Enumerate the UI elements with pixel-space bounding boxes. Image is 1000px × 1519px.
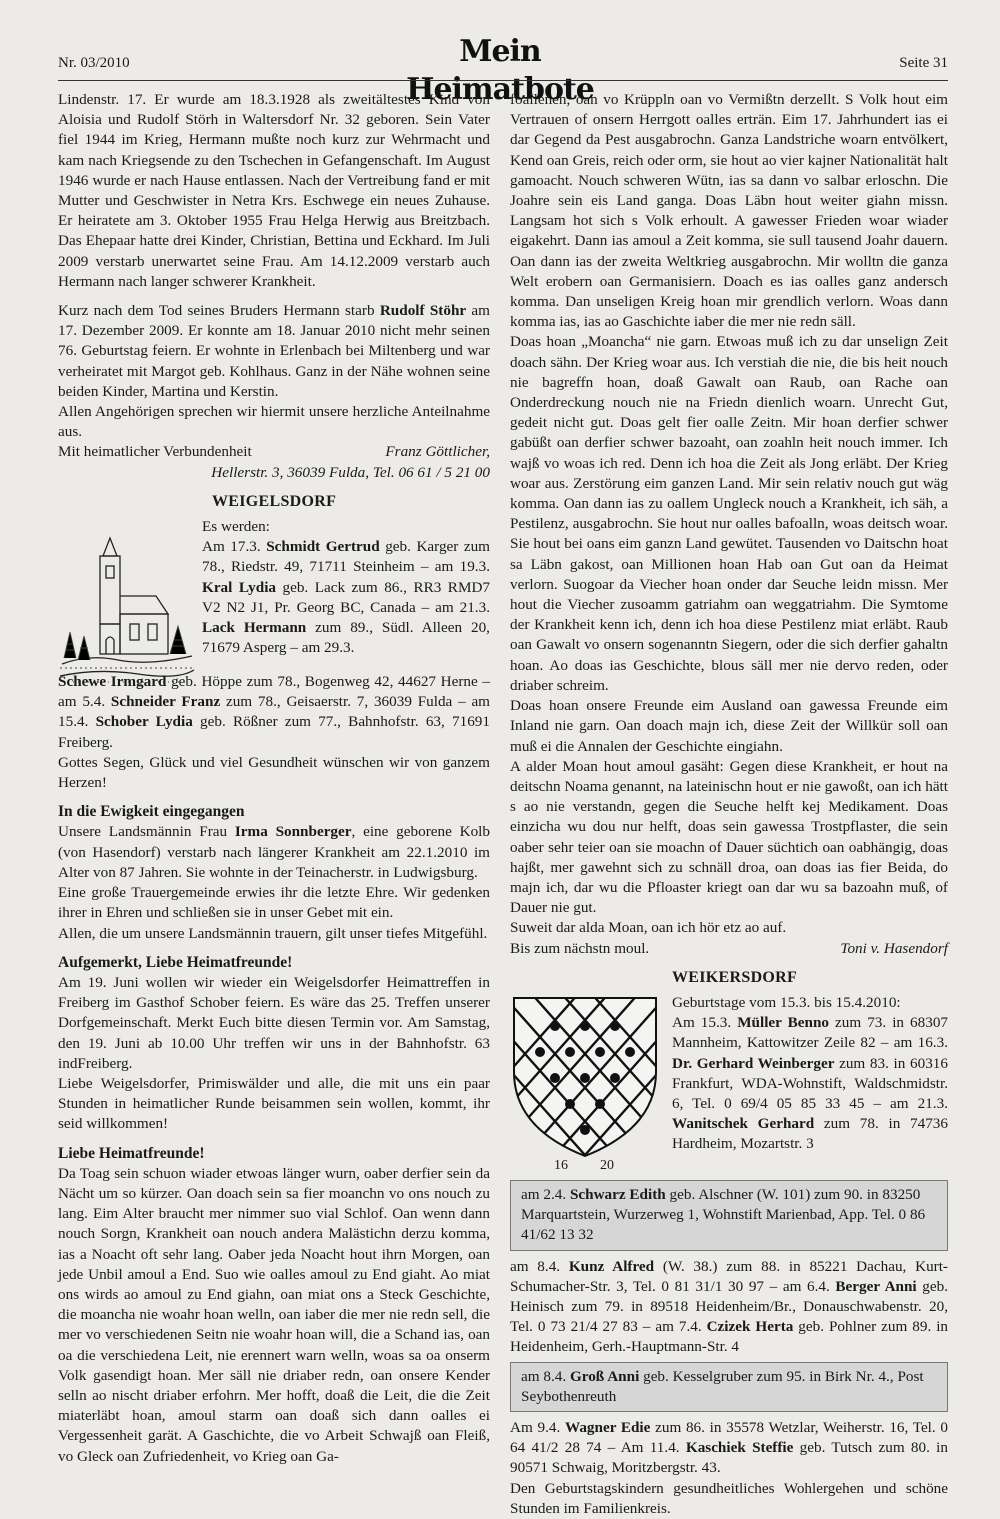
blessing-text: Gottes Segen, Glück und viel Gesundheit wünschen wir von ganzem Herzen! [58, 753, 490, 792]
right-column: foallenen, oan vo Krüppln oan vo Vermißtn derzellt. S Volk hout eim Vertrauen of onsern Herrgott oalles erträn. Eim 17. Jahrhundert ias ei dar Gegend da Pest ausgabrochn. Ganza Landstriche woarn entvölkert, Kend oan Greis, reich oder orm, sie hout ao vier kajner Nationalität halt gamoacht. Nouch schweren Wütn, ias sa dann vo salbar erloschn. Die Joahre sein eis Land ganga. Doas Läbn hout weiter giahn missn. Langsam hot sich s Volk erhoult. A gawesser Frieden woar wiader eigakehrt. Dann ias amoul a Zeit komma, sie sull tausend Joahr dauern. Oan dann ias der zweita Weltkrieg ausgabrochn. Mir wolltn die ganza Welt erobern oan Germanisiern. Doach es ias oalles ganz andersch komma. Dan unseligen Kreig hoan mir grendlich verlorn. Woas dann komma ias, ias ao Gaschichte iaber die mer nie redn säll. Doas hoan „Moancha“ nie garn. Etwoas muß ich zu dar unselign Zeit doach sähn. Der Krieg woar aus. Ich verstiah die nie, die bis heit nouch nie bagreffn hoan, doaß Gawalt oan Raub, oan Rache oan Onderdreckung nouch nie na Friedn dienlich woarn. Unrecht Gut, gedeit nicht gut. Doas gelt fier oalle Zeitn. Mir hoan derfier schwer gabüßt oan derfier schwer bazoaht, oan zoahln heit nouch immer. Ich wajß vo woas ich red. Denn ich hoa die Zeit als Jong erläbt. Der Krieg woar aus. Zerstörung eim ganzen Land. Mir sein relativ nouch gut wäg komma. Oan dann ias zu oallem Ungleck nouch a Krankheit, ich säh, a Pestilenz, ausgabrochn. Sie hout nur oalles bafoalln, woas deitsch woar. Sie hout bei oans eim ganzn Land gewütet. Tausenden vo Daitschn hoat sa Läbn gakost, oan Millionen hoan Hab oan Gut oan da Heimat verlorn. Suogoar da Viecher hoan onder dar Seuche leidn missn. Mer hout die Viecher zusoamm gatriahm oan weggatriahm. Die Symtome der Krankheit kenn ich, denn ich hoa diese Pestilenz miat erläbt. Raub oan Gawalt vo onsern sogenanntn Siegern, oder die sich derfier gahaltn hoan. Ao doas ias Geschichte, blous säll mer nie dervo reden, oder driaber schreim. Doas hoan onsere Freunde eim Ausland oan gawessa Freunde eim Inland nie garn. Oan doach majn ich, diese Zeit der Willkür soll oan muß ei die Annalen der Geschichte eingiahn. A alder Moan hout amoul gasäht: Gegen diese Krankheit, er hout na deitschn Noama genannt, na lateinischn hout er nie gawoßt, oan ich hätt s ao nie verstandn, gegen die Seuche helft kej Medikament. Doas einzicha wu dou nur helft, doas sein gawessa Trostpflaster, die sein oaber sehr teier oan sie moachn of Dauer süchtich oan oabhängig, doas hajßt, mer gawehnt sich zu schnäll droa, oan doas ias fier Beida, do majn ich, dar wu die Pfloaster kriegt oan dar wu sa bazoahn muß, of Dauer nie gut. Suweit dar alda Moan, oan ich hör etz ao auf. Bis zum nächstn moul. Toni v. Hasendorf 16 20 WEIKERSDORF Geburtstage vom 15.3. bis 15.4.2010: Am 15.3. Müller Benno zum 73. in 68307 Mannheim, Kattowitzer Zeile 82 – am 16.3. Dr. Gerhard Weinberger zum 83. in 60316 Frankfurt, WDA-Wohnstift, Waldschmidstr. 6, Tel. 0 69/4 05 85 33 45 – am 21.3. Wanitschek Gerhard zum 78. in 74736 Hardheim, Mozartstr. 3 am 2.4. Schwarz Edith geb. Alschner (W. 101) zum 90. in 83250 Marquartstein, Wurzerweg 1, Wohnstift Marienbad, App. Tel. 0 86 41/62 13 32 am 8.4. Kunz Alfred (W. 38.) zum 88. in 85221 Dachau, Kurt-Schumacher-Str. 3, Tel. 0 81 31/1 30 97 – am 6.4. Berger Anni geb. Heinisch zum 79. in 89518 Heidenheim/Br., Donauschwabenstr. 20, Tel. 0 73 21/4 27 83 – am 7.4. Czizek Herta geb. Pohlner zum 89. in Heidenheim, Gerh.-Hauptmann-Str. 4 am 8.4. Groß Anni geb. Kesselgruber zum 95. in Birk Nr. 4., Post Seybothenreuth Am 9.4. Wagner Edie zum 86. in 35578 Wetzlar, Weiherstr. 16, Tel. 0 64 41/2 28 74 – Am 11.4. Kaschiek Steffie geb. Tutsch zum 80. in 90571 Schwaig, Moritzbergstr. 43. Den Geburtstagskindern gesundheitliches Wohlergehen und schöne Stunden im Familienkreis. [510, 90, 948, 1519]
weikersdorf-birthdays: WEIKERSDORF Geburtstage vom 15.3. bis 15.4.2010: Am 15.3. Müller Benno zum 73. in 68307 Mannheim, Kattowitzer Zeile 82 – am 16.3. Dr. Gerhard Weinberger zum 83. in 60316 Frankfurt, WDA-Wohnstift, Waldschmidstr. 6, Tel. 0 69/4 05 85 33 45 – am 21.3. Wanitschek Gerhard zum 78. in 74736 Hardheim, Mozartstr. 3 [672, 968, 949, 1153]
church-illustration [58, 492, 196, 692]
church-icon [58, 536, 196, 686]
left-column: Lindenstr. 17. Er wurde am 18.3.1928 als zweitältestes Kind von Aloisia und Rudolf Störh in Waltersdorf Nr. 32 geboren. Sein Vater fiel 1944 im Krieg, Hermann mußte noch kurz zur Wehrmacht und kam nach Kriegsende zu den Tschechen in Gefangenschaft. Im August 1946 wurde er nach Hause entlassen. Nach der Vertreibung fand er mit Mutter und Geschwister in Netra Krs. Eschwege ein neues Zuhause. Er heiratete am 3. Oktober 1955 Frau Helga Herwig aus Breitzbach. Das Ehepaar hatte drei Kinder, Christian, Bettina und Eckhard. Im Juli 2009 verstarb unerwartet seine Frau. Am 14.12.2009 verstarb auch Hermann nach langer schwerer Krankheit. Kurz nach dem Tod seines Bruders Hermann starb Rudolf Stöhr am 17. Dezember 2009. Er konnte am 18. Januar 2010 nicht mehr seinen 76. Geburtstag feiern. Er wohnte in Erlenbach bei Miltenberg und war verheiratet mit Margot geb. Kohlhaus. Ganz in der Nähe wohnen seine beiden Kinder, Martina und Kerstin. Allen Angehörigen sprechen wir hiermit unsere herzliche Anteilnahme aus. Mit heimatlicher Verbundenheit Franz Göttlicher, Hellerstr. 3, 36039 Fulda, Tel. 06 61 / 5 21 00 WEIGELSDORF Es werden: Am 17.3. Schmidt Gertrud geb. Karger zum 78., Riedstr. 49, 71711 Steinheim – am 19.3. Kral Lydia geb. Lack zum 86., RR3 RMD7 V2 N2 J1, Pr. Georg BC, Canada – am 21.3. Lack Hermann zum 89., Südl. Alleen 20, 71679 Asperg – am 29.3. Schewe Irmgard geb. Höppe zum 78., Bogenweg 42, 44627 Herne – am 5.4. Schneider Franz zum 78., Geisaerstr. 7, 36039 Fulda – am 15.4. Schober Lydia geb. Rößner zum 77., Bahnhofstr. 63, 71691 Freiberg. Gottes Segen, Glück und viel Gesundheit wünschen wir von ganzem Herzen! In die Ewigkeit eingegangen Unsere Landsmännin Frau Irma Sonnberger, eine geborene Kolb (von Hasendorf) verstarb nach längerer Krankheit am 22.1.2010 im Alter von 87 Jahren. Sie wohnte in der Teinacherstr. in Ludwigsburg. Eine große Trauergemeinde erwies ihr die letzte Ehre. Wir gedenken ihrer in Ehren und schließen sie in unser Gebet mit ein. Allen, die um unsere Landsmännin trauern, gilt unser tiefes Mitgefühl. Aufgemerkt, Liebe Heimatfreunde! Am 19. Juni wollen wir wieder ein Weigelsdorfer Heimattreffen in Freiberg im Gasthof Schober feiern. Es wäre das 25. Treffen unserer Dorfgemeinschaft. Merkt Euch bitte diesen Termin vor. Am Samstag, den 19. Juni ab 10.00 Uhr treffen wir uns in der Bahnhofstr. 63 indFreiberg. Liebe Weigelsdorfer, Primiswälder und alle, die mit uns ein paar Stunden in heimatlicher Runde beisammen sein wollen, kommt, ihr seid willkommen! Liebe Heimatfreunde! Da Toag sein schuon wiader etwoas länger wurn, oaber derfier sein da Nächt um so kürzer. Oan doach sein sa fier moanchn vo ons nouch zu lang. Eim Alter braucht mer nimmer suo vial Schlof. Oan wenn dann nouch Sorgn, Krankheit oan nouch andera Malästichn derzu komma, ias a Noacht oft sehr lang. Oaber jeda Noacht hout ihrn Morgen, oan jede Unbil amoul a End. Suo wie oalles amoul zu End giaht. Ao miat ons wirds ao amoul zu End giahn, oan miat ons a Steck Geschichte, die moancha nie woahr hoan welln, oan iaber die mer nie redn sell, die mer vo verschiedenen Seitn nie woahr hoan will, die a Schand ias, oan oa die verschiedena Leit, nie erennert warn welln, woas sa oa onserm Volk gasendigt hoan. Mer säll nie driaber redn, oan onsere Kender selln ao nischt driaber erfohrn. Mer hofft, doaß die Leit, die die Zeit miaterläbt hoan, amoul starm oan doaß sich dann oalles ei Vergessenheit garät. A Gaschichte, die vo Arbeit Schwajß oan Fleiß, vo Gleck oan Zufriedenheit, vo Krieg oan Ga- [58, 90, 490, 1467]
page-number: Seite 31 [899, 55, 948, 71]
crest-year-right: 20 [600, 1157, 614, 1173]
section-title-weigelsdorf: WEIGELSDORF [212, 492, 337, 510]
obituary-rudolf: Kurz nach dem Tod seines Bruders Hermann starb Rudolf Stöhr am 17. Dezember 2009. Er konnte am 18. Januar 2010 nicht mehr seinen 76. Geburtstag feiern. Er wohnte in Erlenbach bei Miltenberg und war verheiratet mit Margot geb. Kohlhaus. Ganz in der Nähe wohnen seine beiden Kinder, Martina und Kerstin. [58, 302, 490, 400]
condolence-text: Allen Angehörigen sprechen wir hiermit unsere herzliche Anteilnahme aus. [58, 403, 490, 441]
weigelsdorf-birthdays: WEIGELSDORF Es werden: Am 17.3. Schmidt Gertrud geb. Karger zum 78., Riedstr. 49, 71711 Steinheim – am 19.3. Kral Lydia geb. Lack zum 86., RR3 RMD7 V2 N2 J1, Pr. Georg BC, Canada – am 21.3. Lack Hermann zum 89., Südl. Alleen 20, 71679 Asperg – am 29.3. [202, 492, 491, 657]
signature-row: Mit heimatlicher Verbundenheit Franz Göttlicher, [58, 442, 490, 462]
signature-address: Hellerstr. 3, 36039 Fulda, Tel. 06 61 / 5 21 00 [211, 463, 490, 481]
name-rudolf-stoehr: Rudolf Stöhr [379, 302, 467, 320]
dialect-letter-start: Da Toag sein schuon wiader etwoas länger wurn, oaber derfier sein da Nächt um so kürzer. Oan doach sein sa fier moanchn vo ons nouch zu lang. Eim Alter braucht mer nimmer suo vial Schlof. Oan wenn dann nouch Sorgn, Krankheit oan nouch andera Malästichn derzu komma, ias a Noacht oft sehr lang. Oaber jeda Noacht hout ihrn Morgen, oan jede Unbil amoul a End. Suo wie oalles amoul zu End giaht. Ao miat ons wirds ao amoul zu End giahn, oan miat ons a Steck Geschichte, die moancha nie woahr hoan welln, oan iaber die mer nie redn sell, die mer vo verschiedenen Seitn nie woahr hoan will, die a Schand ias, oan oa die verschiedena Leit, nie erennert warn welln, woas sa oa onserm Volk gasendigt hoan. Mer säll nie driaber redn, oan onsere Kender selln ao nischt driaber erfohrn. Mer hofft, doaß die Leit, die die Zeit miaterläbt hoan, amoul starm oan doaß sich dann oalles ei Vergessenheit garät. A Gaschichte, die vo Arbeit Schwajß oan Fleiß, vo Gleck oan Zufriedenheit, vo Krieg oan Ga- [58, 1164, 490, 1465]
weigelsdorf-section [58, 492, 490, 692]
birthday-wishes: Den Geburtstagskindern gesundheitliches Wohlergehen und schöne Stunden im Familienkreis. [510, 1479, 948, 1517]
weikersdorf-crest [510, 968, 660, 1176]
obituary-hermann: Lindenstr. 17. Er wurde am 18.3.1928 als zweitältestes Kind von Aloisia und Rudolf Störh in Waltersdorf Nr. 32 geboren. Sein Vater fiel 1944 im Krieg, Hermann mußte noch kurz zur Wehrmacht und kam nach Kriegsende zu den Tschechen in Gefangenschaft. Im August 1946 wurde er nach Hause entlassen. Nach der Vertreibung fand er mit Mutter und Geschwister in Netra Krs. Eschwege ein neues Zuhause. Er heiratete am 3. Oktober 1955 Frau Helga Herwig aus Breitzbach. Das Ehepaar hatte drei Kinder, Christian, Bettina und Eckhard. Im Juli 2009 verstarb unerwartet seine Frau. Am 14.12.2009 verstarb auch Hermann nach langer schwerer Krankheit. [58, 91, 490, 290]
heading-ewigkeit: In die Ewigkeit eingegangen [58, 803, 245, 821]
issue-number: Nr. 03/2010 [58, 55, 130, 71]
letter-signoff: Bis zum nächstn moul. Toni v. Hasendorf [510, 939, 948, 959]
signature-name: Franz Göttlicher, [385, 443, 490, 461]
letter-author: Toni v. Hasendorf [840, 939, 948, 957]
highlight-box-schwarz: am 2.4. Schwarz Edith geb. Alschner (W. 101) zum 90. in 83250 Marquartstein, Wurzerweg 1, Wohnstift Marienbad, App. Tel. 0 86 41/62 13 32 [510, 1180, 948, 1251]
section-title-weikersdorf: WEIKERSDORF [672, 968, 798, 986]
highlight-box-gross: am 8.4. Groß Anni geb. Kesselgruber zum 95. in Birk Nr. 4., Post Seybothenreuth [510, 1362, 948, 1412]
header-rule [58, 80, 948, 81]
crest-year-left: 16 [554, 1157, 568, 1173]
heading-aufgemerkt: Aufgemerkt, Liebe Heimatfreunde! [58, 953, 293, 971]
heading-liebe-heimatfreunde: Liebe Heimatfreunde! [58, 1144, 205, 1162]
weikersdorf-section [510, 968, 948, 1176]
masthead-title: Mein Heimatbote [406, 34, 594, 107]
weigelsdorf-birthdays-cont: Schewe Irmgard geb. Höppe zum 78., Bogenweg 42, 44627 Herne – am 5.4. Schneider Franz zum 78., Geisaerstr. 7, 36039 Fulda – am 15.4. Schober Lydia geb. Rößner zum 77., Bahnhofstr. 63, 71691 Freiberg. [58, 673, 491, 751]
crest-icon [510, 992, 660, 1170]
dialect-letter-cont: foallenen, oan vo Krüppln oan vo Vermißtn derzellt. S Volk hout eim Vertrauen of onsern Herrgott oalles erträn. Eim 17. Jahrhundert ias ei dar Gegend da Pest ausgabrochn. Ganza Landstriche woarn entvölkert, Kend oan Greis, reich oder orm, sie hout ao vier kajner Nationalität halt gamoacht. Nouch schweren Wütn, ias sa dann vo salbar erloschn. Die Joahre sein eis Land ganga. Doas Läbn hout weiter giahn missn. Langsam hot sich s Volk erhoult. A gawesser Frieden woar wiader eigakehrt. Dann ias amoul a Zeit komma, sie sull tausend Joahr dauern. Oan dann ias der zweita Weltkrieg ausgabrochn. Mir wolltn die ganza Welt erobern oan Germanisiern. Doach es ias oalles ganz andersch komma. Dan unseligen Kreig hoan mir grendlich verlorn. Woas dann komma ias, ias ao Gaschichte iaber die mer nie redn säll. [510, 91, 948, 331]
